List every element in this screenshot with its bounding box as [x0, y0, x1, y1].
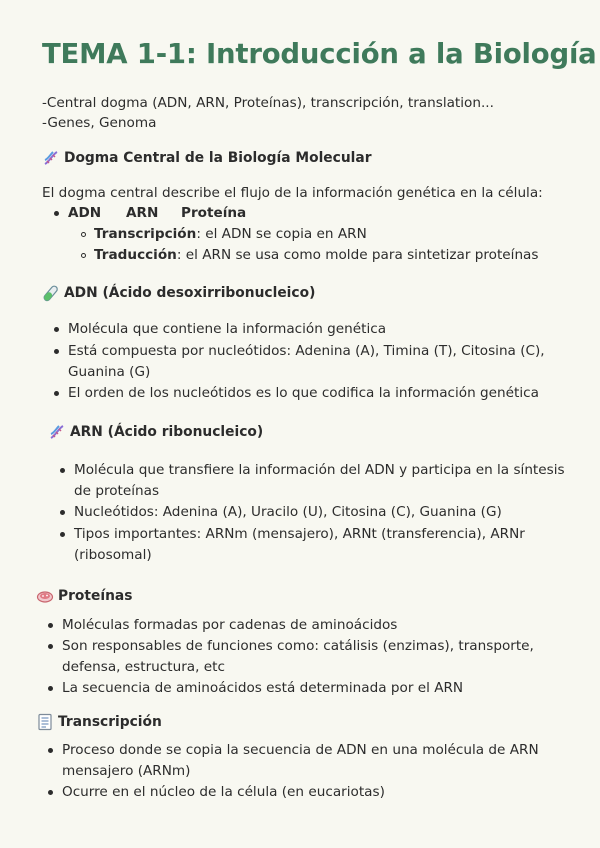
bullet — [54, 349, 59, 354]
transcripcion-heading — [36, 712, 162, 732]
intro-line-1: -Central dogma (ADN, ARN, Proteínas), transcripción, translation... — [42, 95, 494, 111]
bullet — [60, 532, 65, 537]
adn-item-2-cont: Guanina (G) — [68, 364, 151, 380]
adn-item-2: Está compuesta por nucleótidos: Adenina (A), Timina (T), Citosina (C), — [68, 343, 545, 359]
adn-heading-text: ADN (Ácido desoxirribonucleico) — [64, 285, 316, 301]
flow-arn: ARN — [126, 205, 159, 221]
proteinas-heading-text: Proteínas — [58, 588, 133, 604]
proteinas-item-1: Moléculas formadas por cadenas de aminoácidos — [62, 617, 398, 633]
proteinas-item-3: La secuencia de aminoácidos está determinada por el ARN — [62, 680, 464, 696]
bullet — [54, 211, 59, 216]
bullet — [48, 748, 53, 753]
proteinas-item-2: Son responsables de funciones como: catálisis (enzimas), transporte, — [62, 638, 534, 654]
bullet — [54, 391, 59, 396]
sub-bullet — [81, 253, 86, 258]
arn-item-2: Nucleótidos: Adenina (A), Uracilo (U), Citosina (C), Guanina (G) — [74, 504, 502, 520]
sub-bullet — [81, 232, 86, 237]
intro-line-2: -Genes, Genoma — [42, 115, 157, 131]
bullet — [60, 510, 65, 515]
transcripcion-item-2: Ocurre en el núcleo de la célula (en eucariotas) — [62, 784, 385, 800]
arn-heading — [48, 422, 263, 442]
arn-heading-text: ARN (Ácido ribonucleico) — [70, 424, 264, 440]
document-icon — [36, 713, 54, 731]
arn-item-1: Molécula que transfiere la información del ADN y participa en la síntesis — [74, 462, 565, 478]
flow-adn: ADN — [68, 205, 102, 221]
petri-dish-icon — [36, 587, 54, 605]
test-tube-icon — [42, 284, 60, 302]
arn-item-3-cont: (ribosomal) — [74, 547, 152, 563]
proteinas-item-2-cont: defensa, estructura, etc — [62, 659, 225, 675]
proteinas-heading — [36, 586, 132, 606]
dogma-description: El dogma central describe el flujo de la información genética en la célula: — [42, 185, 543, 201]
bullet — [54, 327, 59, 332]
dna-icon — [42, 149, 60, 167]
page-title: TEMA 1-1: Introducción a la Biología — [42, 38, 597, 70]
bullet — [48, 686, 53, 691]
adn-item-3: El orden de los nucleótidos es lo que codifica la información genética — [68, 385, 539, 401]
dogma-heading — [42, 148, 372, 168]
adn-item-1: Molécula que contiene la información genética — [68, 321, 387, 337]
adn-heading — [42, 283, 315, 303]
bullet — [48, 644, 53, 649]
bullet — [48, 790, 53, 795]
bullet — [48, 623, 53, 628]
step-transcripcion: Transcripción: el ADN se copia en ARN — [94, 226, 367, 242]
arn-item-3: Tipos importantes: ARNm (mensajero), ARNt (transferencia), ARNr — [74, 526, 525, 542]
dna-icon — [48, 423, 66, 441]
transcripcion-item-1-cont: mensajero (ARNm) — [62, 763, 191, 779]
step-traduccion: Traducción: el ARN se usa como molde para sintetizar proteínas — [94, 247, 539, 263]
dogma-heading-text: Dogma Central de la Biología Molecular — [64, 150, 372, 166]
bullet — [60, 468, 65, 473]
transcripcion-heading-text: Transcripción — [58, 714, 162, 730]
arn-item-1-cont: de proteínas — [74, 483, 160, 499]
flow-proteina: Proteína — [181, 205, 247, 221]
transcripcion-item-1: Proceso donde se copia la secuencia de ADN en una molécula de ARN — [62, 742, 539, 758]
